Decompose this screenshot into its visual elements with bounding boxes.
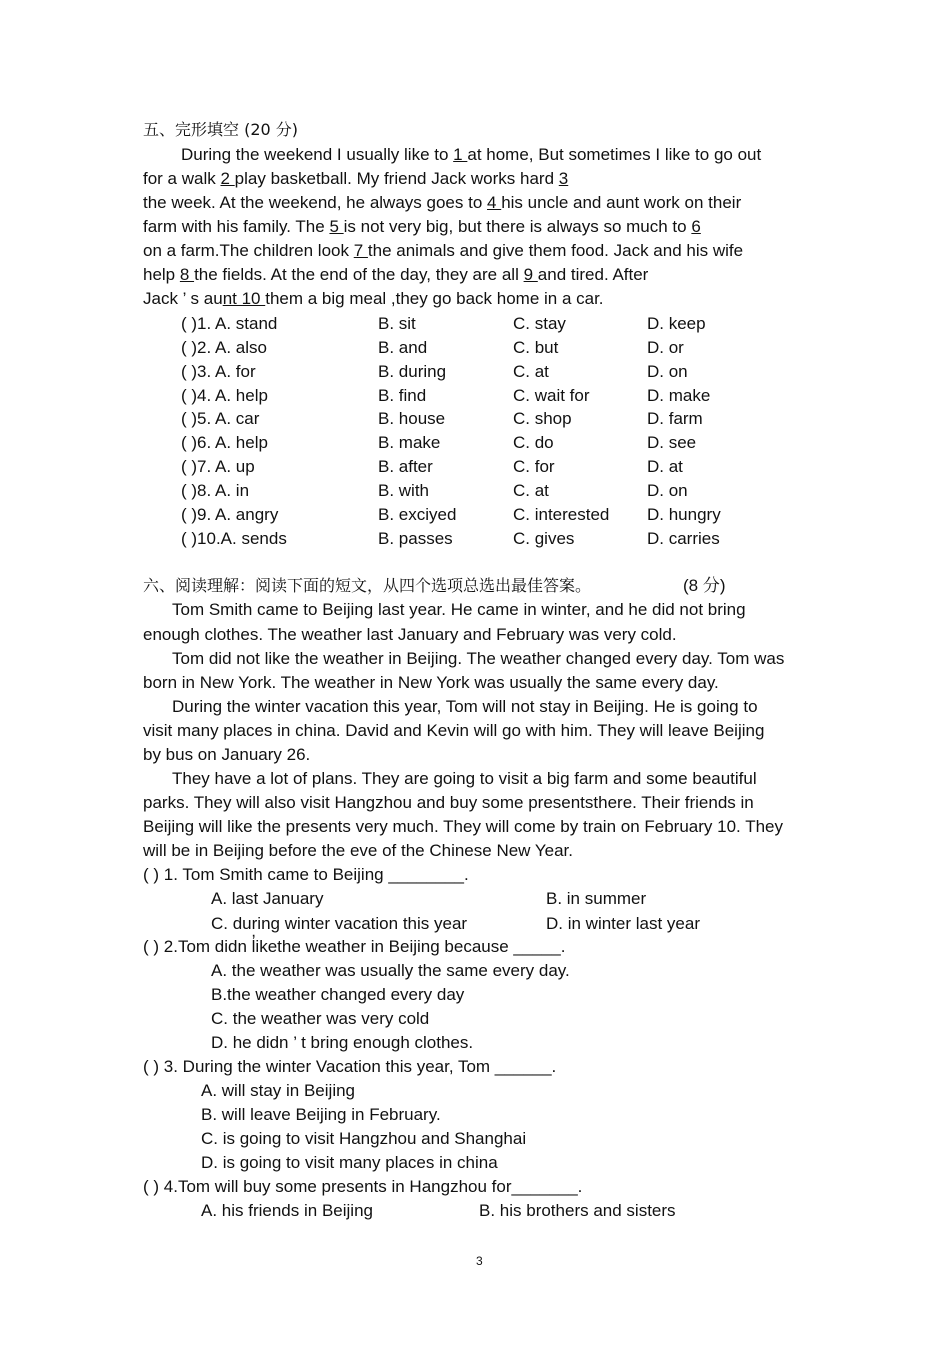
passage-line-7: Jack ’ s aunt 10 them a big meal ,they go back home in a car. bbox=[143, 289, 604, 308]
cloze-q6-b: B. make bbox=[378, 433, 441, 452]
reading-q1-stem: ( ) 1. Tom Smith came to Beijing ________. bbox=[143, 865, 469, 884]
passage-line-5: on a farm.The children look 7 the animals and give them food. Jack and his wife bbox=[143, 241, 744, 260]
reading-line-7: by bus on January 26. bbox=[143, 745, 311, 764]
reading-line-1: Tom Smith came to Beijing last year. He came in winter, and he did not bring bbox=[172, 600, 746, 619]
blank-7: 7 bbox=[353, 241, 368, 260]
cloze-q5-c: C. shop bbox=[513, 409, 572, 428]
reading-line-8: They have a lot of plans. They are going to visit a big farm and some beautiful bbox=[172, 769, 757, 788]
cloze-q9-c: C. interested bbox=[513, 505, 610, 524]
blank-10: nt 10 bbox=[222, 289, 266, 308]
blank-4: 4 bbox=[487, 193, 502, 212]
blank-1: 1 bbox=[453, 145, 468, 164]
cloze-q1-b: B. sit bbox=[378, 314, 416, 333]
reading-q3-d: D. is going to visit many places in china bbox=[201, 1153, 498, 1172]
cloze-q7-a: ( )7. A. up bbox=[181, 457, 255, 476]
cloze-q3-d: D. on bbox=[647, 362, 688, 381]
reading-q1-d: D. in winter last year bbox=[546, 914, 700, 933]
reading-q1-c: C. during winter vacation this year bbox=[211, 914, 468, 933]
passage-line-2: for a walk 2 play basketball. My friend Jack works hard 3 bbox=[143, 169, 569, 188]
reading-line-4: born in New York. The weather in New York was usually the same every day. bbox=[143, 673, 719, 692]
cloze-q7-c: C. for bbox=[513, 457, 555, 476]
cloze-q4-d: D. make bbox=[647, 386, 711, 405]
cloze-q8-c: C. at bbox=[513, 481, 549, 500]
cloze-q1-c: C. stay bbox=[513, 314, 566, 333]
cloze-q8-a: ( )8. A. in bbox=[181, 481, 250, 500]
cloze-q3-c: C. at bbox=[513, 362, 549, 381]
passage-line-3: the week. At the weekend, he always goes to 4 his uncle and aunt work on their bbox=[143, 193, 742, 212]
reading-q3-c: C. is going to visit Hangzhou and Shanghai bbox=[201, 1129, 527, 1148]
blank-9: 9 bbox=[523, 265, 538, 284]
reading-q1-a: A. last January bbox=[211, 889, 324, 908]
blank-8: 8 bbox=[179, 265, 195, 284]
reading-q3-a: A. will stay in Beijing bbox=[201, 1081, 356, 1100]
cloze-q8-d: D. on bbox=[647, 481, 688, 500]
cloze-q9-b: B. exciyed bbox=[378, 505, 457, 524]
reading-q2-d: D. he didn ’ t bring enough clothes. bbox=[211, 1033, 474, 1052]
passage-line-1: During the weekend I usually like to 1 at home, But sometimes I like to go out bbox=[181, 145, 762, 164]
cloze-q10-c: C. gives bbox=[513, 529, 575, 548]
reading-line-11: will be in Beijing before the eve of the Chinese New Year. bbox=[143, 841, 573, 860]
section6-score: (8 分) bbox=[683, 576, 726, 595]
reading-line-10: Beijing will like the presents very much. They will come by train on February 10. They bbox=[143, 817, 783, 836]
cloze-q7-d: D. at bbox=[647, 457, 683, 476]
reading-line-5: During the winter vacation this year, Tom will not stay in Beijing. He is going to bbox=[172, 697, 758, 716]
cloze-q6-a: ( )6. A. help bbox=[181, 433, 268, 452]
section5-title: 五、完形填空 (20 分) bbox=[143, 120, 299, 139]
reading-q1-b: B. in summer bbox=[546, 889, 647, 908]
section6-title: 六、阅读理解：阅读下面的短文，从四个选项总选出最佳答案。 bbox=[143, 576, 592, 595]
cloze-q9-a: ( )9. A. angry bbox=[181, 505, 279, 524]
reading-q4-a: A. his friends in Beijing bbox=[201, 1201, 373, 1220]
cloze-q3-b: B. during bbox=[378, 362, 447, 381]
passage-line-4: farm with his family. The 5 is not very big, but there is always so much to 6 bbox=[143, 217, 701, 236]
reading-q3-b: B. will leave Beijing in February. bbox=[201, 1105, 441, 1124]
page-number: 3 bbox=[476, 1254, 483, 1268]
cloze-q10-a: ( )10.A. sends bbox=[181, 529, 287, 548]
cloze-q1-d: D. keep bbox=[647, 314, 706, 333]
reading-q2-c: C. the weather was very cold bbox=[211, 1009, 430, 1028]
cloze-q3-a: ( )3. A. for bbox=[181, 362, 256, 381]
cloze-q5-d: D. farm bbox=[647, 409, 703, 428]
blank-2: 2 bbox=[220, 169, 235, 188]
blank-6: 6 bbox=[691, 217, 701, 236]
reading-q2-stem: ( ) 2.Tom didn l̓ikethe weather in Beijing because _____. bbox=[143, 937, 566, 956]
cloze-q5-a: ( )5. A. car bbox=[181, 409, 260, 428]
passage-line-6: help 8 the fields. At the end of the day, they are all 9 and tired. After bbox=[143, 265, 649, 284]
cloze-q2-a: ( )2. A. also bbox=[181, 338, 267, 357]
reading-line-6: visit many places in china. David and Kevin will go with him. They will leave Beijing bbox=[143, 721, 765, 740]
cloze-q4-a: ( )4. A. help bbox=[181, 386, 268, 405]
reading-line-3: Tom did not like the weather in Beijing. The weather changed every day. Tom was bbox=[172, 649, 785, 668]
reading-q4-stem: ( ) 4.Tom will buy some presents in Hangzhou for_______. bbox=[143, 1177, 583, 1196]
cloze-q2-b: B. and bbox=[378, 338, 428, 357]
cloze-q1-a: ( )1. A. stand bbox=[181, 314, 278, 333]
reading-line-9: parks. They will also visit Hangzhou and buy some presentsthere. Their friends in bbox=[143, 793, 754, 812]
reading-q3-stem: ( ) 3. During the winter Vacation this year, Tom ______. bbox=[143, 1057, 557, 1076]
cloze-q4-b: B. find bbox=[378, 386, 427, 405]
reading-line-2: enough clothes. The weather last January and February was very cold. bbox=[143, 625, 677, 644]
cloze-q6-d: D. see bbox=[647, 433, 697, 452]
blank-5: 5 bbox=[329, 217, 344, 236]
blank-3: 3 bbox=[558, 169, 569, 188]
cloze-q10-b: B. passes bbox=[378, 529, 453, 548]
cloze-q6-c: C. do bbox=[513, 433, 554, 452]
cloze-q5-b: B. house bbox=[378, 409, 446, 428]
cloze-q8-b: B. with bbox=[378, 481, 430, 500]
reading-q2-b: B.the weather changed every day bbox=[211, 985, 465, 1004]
cloze-q2-c: C. but bbox=[513, 338, 559, 357]
cloze-q10-d: D. carries bbox=[647, 529, 720, 548]
cloze-q4-c: C. wait for bbox=[513, 386, 590, 405]
reading-q2-a: A. the weather was usually the same every day. bbox=[211, 961, 570, 980]
cloze-q9-d: D. hungry bbox=[647, 505, 721, 524]
cloze-q2-d: D. or bbox=[647, 338, 684, 357]
cloze-q7-b: B. after bbox=[378, 457, 433, 476]
reading-q4-b: B. his brothers and sisters bbox=[479, 1201, 676, 1220]
